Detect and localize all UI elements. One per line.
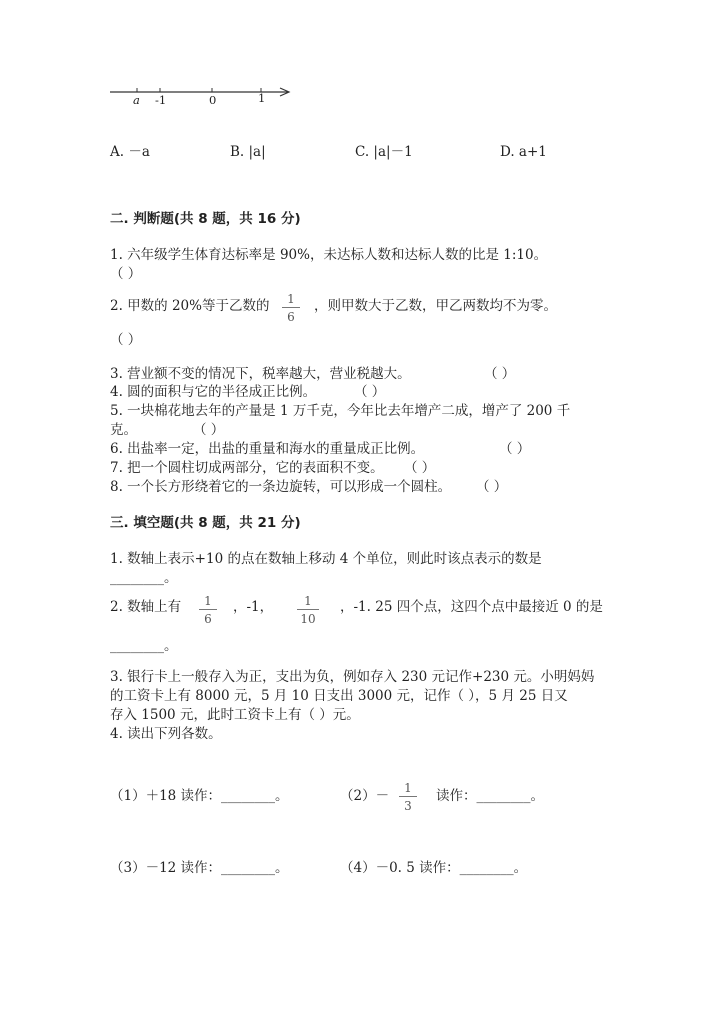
fill-q2-blank: ________。 bbox=[110, 638, 178, 654]
fraction-denominator: 10 bbox=[300, 612, 316, 626]
judge-q1-answer: （ ） bbox=[110, 266, 142, 282]
judge-q2-fraction bbox=[282, 293, 300, 323]
judge-q6-answer: （ ） bbox=[499, 441, 531, 457]
judge-q4-answer: （ ） bbox=[354, 384, 386, 400]
choice-c: C. |a|－1 bbox=[355, 144, 413, 160]
judge-q2-pre: 2. 甲数的 20%等于乙数的 bbox=[110, 298, 270, 314]
fraction-numerator: 1 bbox=[399, 782, 417, 797]
judge-q1: 1. 六年级学生体育达标率是 90%，未达标人数和达标人数的比是 1:10。 bbox=[110, 247, 548, 263]
fill-q2-fraction-1 bbox=[199, 595, 217, 625]
choice-d: D. a+1 bbox=[500, 144, 547, 160]
fill-q4: 4. 读出下列各数。 bbox=[110, 726, 222, 742]
read-item-2-pre: （2）－ bbox=[340, 788, 390, 804]
judge-q4: 4. 圆的面积与它的半径成正比例。 bbox=[110, 384, 317, 400]
choice-b: B. |a| bbox=[230, 144, 266, 160]
fill-q3-line-3: 存入 1500 元，此时工资卡上有（ ）元。 bbox=[110, 707, 360, 723]
number-line-label-a: a bbox=[133, 93, 140, 107]
fraction-denominator: 3 bbox=[404, 799, 412, 813]
judge-q5-answer: （ ） bbox=[193, 422, 225, 438]
judge-q7: 7. 把一个圆柱切成两部分，它的表面积不变。 bbox=[110, 460, 384, 476]
judge-q6: 6. 出盐率一定，出盐的重量和海水的重量成正比例。 bbox=[110, 441, 425, 457]
choice-a: A. －a bbox=[110, 144, 150, 160]
judge-q5: 5. 一块棉花地去年的产量是 1 万千克，今年比去年增产二成，增产了 200 千 bbox=[110, 403, 571, 419]
read-item-1: （1）＋18 读作：________。 bbox=[110, 788, 289, 804]
fraction-denominator: 6 bbox=[204, 612, 212, 626]
number-line-label-minus-1: -1 bbox=[155, 93, 167, 107]
judge-q7-answer: （ ） bbox=[404, 460, 436, 476]
judge-q2-post: ，则甲数大于乙数，甲乙两数均不为零。 bbox=[314, 298, 557, 314]
judge-q2-answer: （ ） bbox=[110, 332, 142, 348]
section-3-title: 三. 填空题(共 8 题，共 21 分) bbox=[110, 515, 301, 531]
fraction-denominator: 6 bbox=[287, 310, 295, 324]
fill-q1-blank: ________。 bbox=[110, 570, 178, 586]
fill-q2-pre: 2. 数轴上有 bbox=[110, 599, 182, 615]
judge-q3-answer: （ ） bbox=[484, 366, 516, 382]
fill-q2-post: ，-1. 25 四个点，这四个点中最接近 0 的是 bbox=[340, 599, 603, 615]
read-item-2-post: 读作：________。 bbox=[436, 788, 544, 804]
judge-q5-cont: 克。 bbox=[110, 422, 137, 438]
fraction-numerator: 1 bbox=[297, 595, 319, 610]
fraction-numerator: 1 bbox=[282, 293, 300, 308]
read-item-4: （4）－0. 5 读作：________。 bbox=[340, 860, 528, 876]
fraction-numerator: 1 bbox=[199, 595, 217, 610]
section-2-title: 二. 判断题(共 8 题，共 16 分) bbox=[110, 211, 301, 227]
read-item-2-fraction bbox=[399, 782, 417, 812]
fill-q1: 1. 数轴上表示+10 的点在数轴上移动 4 个单位，则此时该点表示的数是 bbox=[110, 551, 542, 567]
fill-q2-mid: ，-1， bbox=[233, 599, 274, 615]
fill-q2-fraction-2 bbox=[297, 595, 319, 625]
judge-q3: 3. 营业额不变的情况下，税率越大，营业税越大。 bbox=[110, 366, 411, 382]
fill-q3-line-2: 的工资卡上有 8000 元，5 月 10 日支出 3000 元，记作（ ），5 月 25 日又 bbox=[110, 688, 568, 704]
judge-q8: 8. 一个长方形绕着它的一条边旋转，可以形成一个圆柱。 bbox=[110, 479, 452, 495]
number-line-label-1: 1 bbox=[258, 91, 266, 105]
number-line-label-0: 0 bbox=[209, 93, 217, 107]
read-item-3: （3）－12 读作：________。 bbox=[110, 860, 289, 876]
fill-q3-line-1: 3. 银行卡上一般存入为正，支出为负，例如存入 230 元记作+230 元。小明妈妈 bbox=[110, 669, 595, 685]
judge-q8-answer: （ ） bbox=[476, 479, 508, 495]
